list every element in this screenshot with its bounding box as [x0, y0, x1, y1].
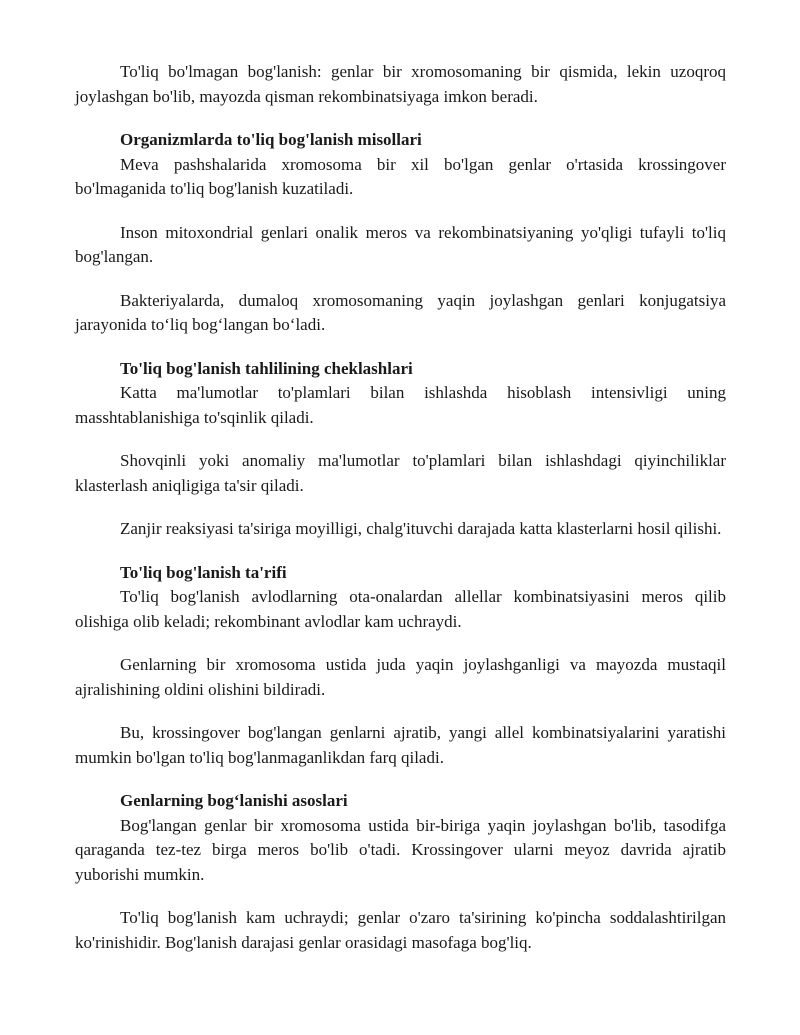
section-heading-examples: Organizmlarda to'liq bog'lanish misollari: [120, 130, 422, 149]
paragraph: Meva pashshalarida xromosoma bir xil bo'lgan genlar o'rtasida krossingover bo'lmaganida to'liq bog'lanish kuzatiladi.: [75, 154, 726, 198]
paragraph: To'liq bog'lanish kam uchraydi; genlar o'zaro ta'sirining ko'pincha soddalashtirilgan ko'rinishidir. Bog'lanish darajasi genlar orasidagi masofaga bog'liq.: [75, 908, 726, 952]
paragraph: Katta ma'lumotlar to'plamlari bilan ishlashda hisoblash intensivligi uning masshtablanishiga to'sqinlik qiladi.: [75, 383, 726, 427]
paragraph: Shovqinli yoki anomaliy ma'lumotlar to'plamlari bilan ishlashdagi qiyinchiliklar klasterlash aniqligiga ta'sir qiladi.: [75, 451, 726, 495]
paragraph: To'liq bog'lanish avlodlarning ota-onalardan allellar kombinatsiyasini meros qilib olishiga olib keladi; rekombinant avlodlar kam uchraydi.: [75, 587, 726, 631]
section-heading-basics: Genlarning bog‘lanishi asoslari: [120, 791, 348, 810]
paragraph: Genlarning bir xromosoma ustida juda yaqin joylashganligi va mayozda mustaqil ajralishining oldini olishini bildiradi.: [75, 655, 726, 699]
paragraph: Bu, krossingover bog'langan genlarni ajratib, yangi allel kombinatsiyalarini yaratishi mumkin bo'lgan to'liq bog'lanmaganlikdan farq qiladi.: [75, 723, 726, 767]
section-heading-limitations: To'liq bog'lanish tahlilining cheklashlari: [120, 358, 413, 378]
paragraph: Bakteriyalarda, dumaloq xromosomaning yaqin joylashgan genlari konjugatsiya jarayonida to‘liq bog‘langan bo‘ladi.: [75, 290, 726, 334]
intro-paragraph: To'liq bo'lmagan bog'lanish: genlar bir xromosomaning bir qismida, lekin uzoqroq joylashgan bo'lib, mayozda qisman rekombinatsiyaga imkon beradi.: [75, 62, 726, 106]
paragraph: Inson mitoxondrial genlari onalik meros va rekombinatsiyaning yo'qligi tufayli to'liq bog'langan.: [75, 222, 726, 266]
paragraph: Zanjir reaksiyasi ta'siriga moyilligi, chalg'ituvchi darajada katta klasterlarni hosil qilishi.: [120, 519, 722, 538]
paragraph: Bog'langan genlar bir xromosoma ustida bir-biriga yaqin joylashgan bo'lib, tasodifga qaraganda tez-tez birga meros bo'lib o'tadi. Krossingover ularni meyoz davrida ajratib yuborishi mumkin.: [75, 815, 726, 884]
section-heading-definition: To'liq bog'lanish ta'rifi: [120, 562, 287, 582]
document-page: [75, 60, 726, 955]
